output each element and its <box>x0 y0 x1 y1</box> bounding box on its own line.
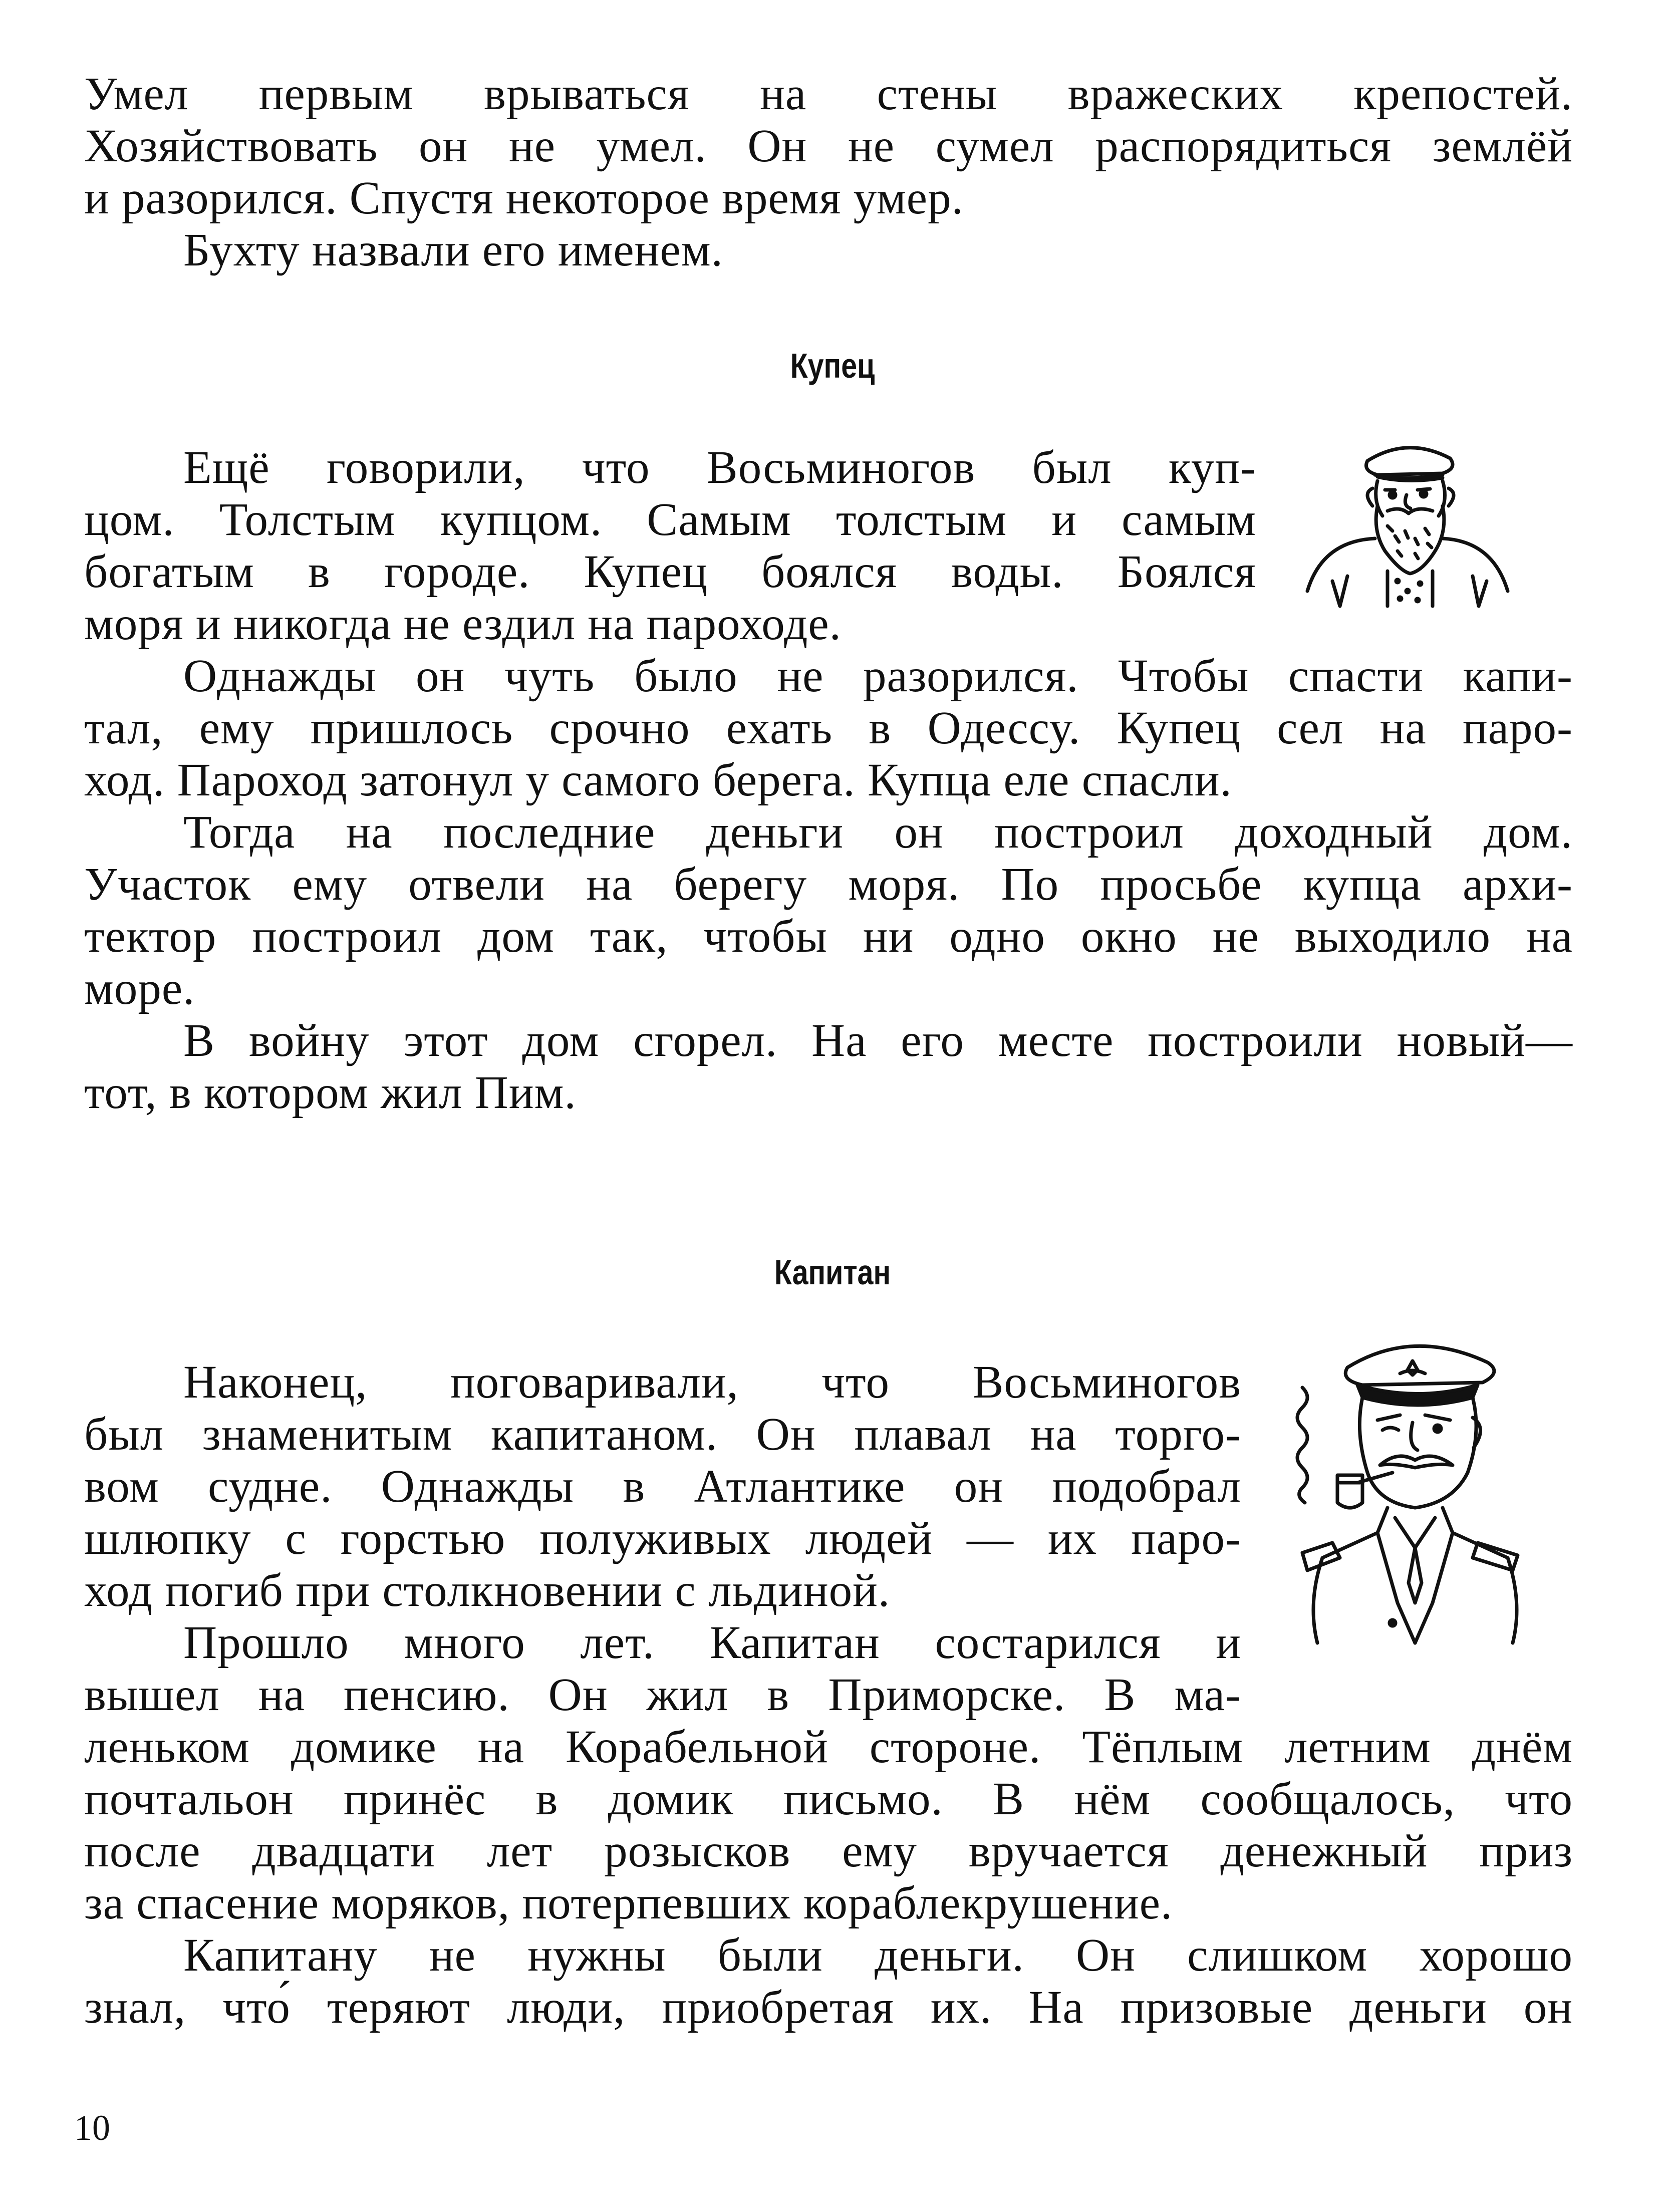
text-line: Однажды он чуть было не разорился. Чтобы спасти капи- <box>183 650 1573 702</box>
text-line: знал, что́ теряют люди, приобретая их. На призовые деньги он <box>84 1982 1573 2033</box>
text-line: Умел первым врываться на стены вражеских крепостей. <box>84 68 1573 120</box>
text-line: Наконец, поговаривали, что Восьминогов <box>183 1356 1241 1408</box>
section-heading-captain: Капитан <box>774 1253 891 1292</box>
text-line: за спасение моряков, потерпевших кораблекрушение. <box>84 1877 1173 1929</box>
text-line: почтальон принёс в домик письмо. В нём сообщалось, что <box>84 1773 1573 1825</box>
page-number: 10 <box>74 2108 110 2148</box>
text-line: вышел на пенсию. Он жил в Приморске. В ма- <box>84 1669 1241 1721</box>
text-line: ход погиб при столкновении с льдиной. <box>84 1565 891 1616</box>
text-line: ход. Пароход затонул у самого берега. Купца еле спасли. <box>84 754 1232 806</box>
text-line: и разорился. Спустя некоторое время умер. <box>84 172 964 224</box>
text-line: Хозяйствовать он не умел. Он не сумел распорядиться землёй <box>84 120 1573 172</box>
text-line: Участок ему отвели на берегу моря. По просьбе купца архи- <box>84 859 1573 910</box>
text-line: тот, в котором жил Пим. <box>84 1067 577 1119</box>
text-line: В войну этот дом сгорел. На его месте построили новый— <box>183 1015 1573 1066</box>
text-line: шлюпку с горстью полуживых людей — их паро- <box>84 1513 1241 1564</box>
text-line: Прошло много лет. Капитан состарился и <box>183 1617 1241 1669</box>
text-line: Тогда на последние деньги он построил доходный дом. <box>183 806 1573 858</box>
text-line: леньком домике на Корабельной стороне. Тёплым летним днём <box>84 1721 1573 1773</box>
section-heading-merchant: Купец <box>790 346 875 385</box>
text-line: Капитану не нужны были деньги. Он слишком хорошо <box>183 1929 1573 1981</box>
text-line: вом судне. Однажды в Атлантике он подобрал <box>84 1461 1241 1512</box>
text-line: богатым в городе. Купец боялся воды. Боялся <box>84 546 1256 598</box>
text-line: цом. Толстым купцом. Самым толстым и самым <box>84 494 1256 545</box>
merchant-illustration-icon <box>1292 431 1523 621</box>
text-line: моря и никогда не ездил на пароходе. <box>84 598 842 650</box>
text-line: Ещё говорили, что Восьминогов был куп- <box>183 442 1256 493</box>
text-line: после двадцати лет розысков ему вручается денежный приз <box>84 1825 1573 1877</box>
text-line: тал, ему пришлось срочно ехать в Одессу. Купец сел на паро- <box>84 702 1573 754</box>
text-line: море. <box>84 963 195 1014</box>
text-line: был знаменитым капитаном. Он плавал на торго- <box>84 1409 1241 1460</box>
text-line: тектор построил дом так, чтобы ни одно окно не выходило на <box>84 911 1573 962</box>
captain-illustration-icon <box>1292 1322 1528 1653</box>
text-line: Бухту назвали его именем. <box>183 224 723 276</box>
